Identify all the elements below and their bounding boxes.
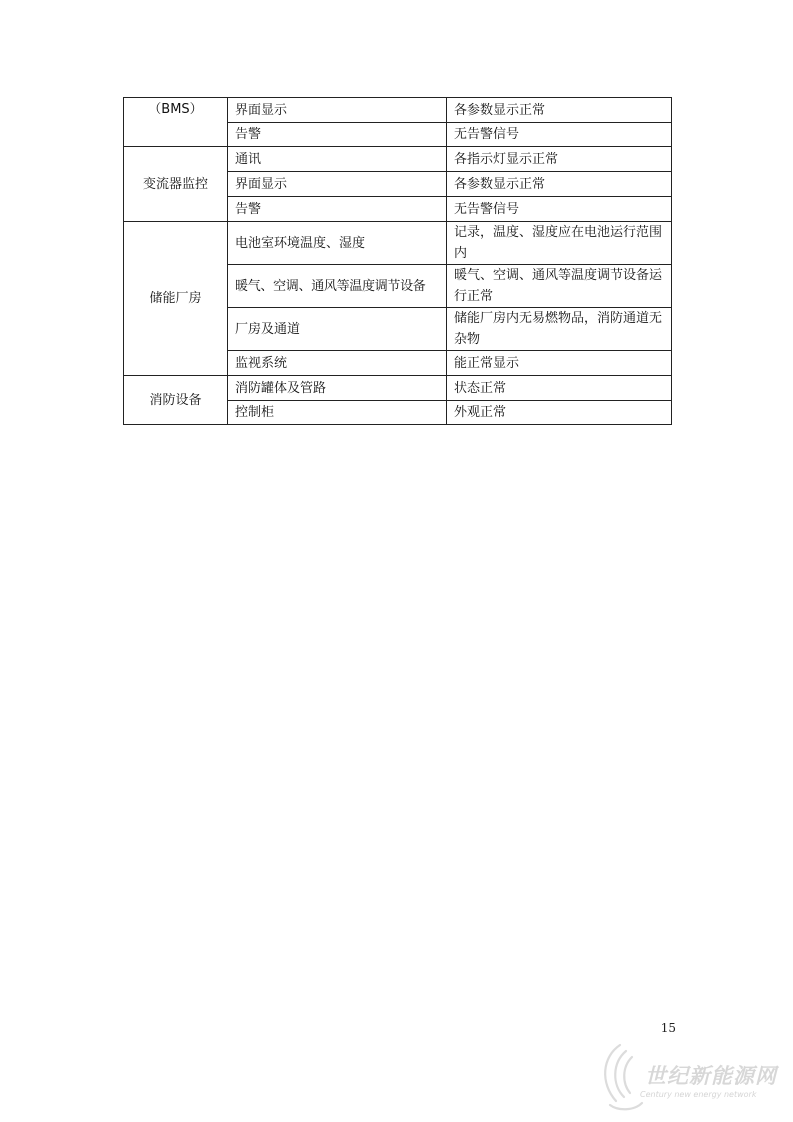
category-cell: 储能厂房 bbox=[124, 222, 228, 376]
requirement-cell: 各参数显示正常 bbox=[447, 172, 672, 197]
watermark-name: 世纪新能源网 bbox=[645, 1064, 777, 1088]
category-cell: 消防设备 bbox=[124, 376, 228, 425]
requirement-cell: 各指示灯显示正常 bbox=[447, 147, 672, 172]
requirement-cell: 各参数显示正常 bbox=[447, 98, 672, 123]
table-row bbox=[124, 376, 672, 401]
watermark-subtitle: Century new energy network bbox=[640, 1090, 757, 1099]
requirement-cell: 暖气、空调、通风等温度调节设备运行正常 bbox=[447, 265, 672, 308]
page-number: 15 bbox=[660, 1021, 676, 1035]
requirement-cell: 外观正常 bbox=[447, 401, 672, 425]
requirement-cell: 记录，温度、湿度应在电池运行范围内 bbox=[447, 222, 672, 265]
table-row bbox=[124, 98, 672, 123]
requirement-cell: 能正常显示 bbox=[447, 351, 672, 376]
item-cell: 界面显示 bbox=[228, 98, 447, 123]
requirement-cell: 状态正常 bbox=[447, 376, 672, 401]
item-cell: 告警 bbox=[228, 197, 447, 222]
item-cell: 消防罐体及管路 bbox=[228, 376, 447, 401]
item-cell: 监视系统 bbox=[228, 351, 447, 376]
category-cell: （BMS） bbox=[124, 98, 228, 147]
item-cell: 暖气、空调、通风等温度调节设备 bbox=[228, 265, 447, 308]
requirement-cell: 无告警信号 bbox=[447, 123, 672, 147]
item-cell: 界面显示 bbox=[228, 172, 447, 197]
item-cell: 告警 bbox=[228, 123, 447, 147]
table-row bbox=[124, 222, 672, 265]
item-cell: 电池室环境温度、湿度 bbox=[228, 222, 447, 265]
item-cell: 控制柜 bbox=[228, 401, 447, 425]
table-row bbox=[124, 147, 672, 172]
item-cell: 厂房及通道 bbox=[228, 308, 447, 351]
item-cell: 通讯 bbox=[228, 147, 447, 172]
category-cell: 变流器监控 bbox=[124, 147, 228, 222]
requirement-cell: 无告警信号 bbox=[447, 197, 672, 222]
requirement-cell: 储能厂房内无易燃物品，消防通道无杂物 bbox=[447, 308, 672, 351]
inspection-table bbox=[123, 97, 672, 425]
